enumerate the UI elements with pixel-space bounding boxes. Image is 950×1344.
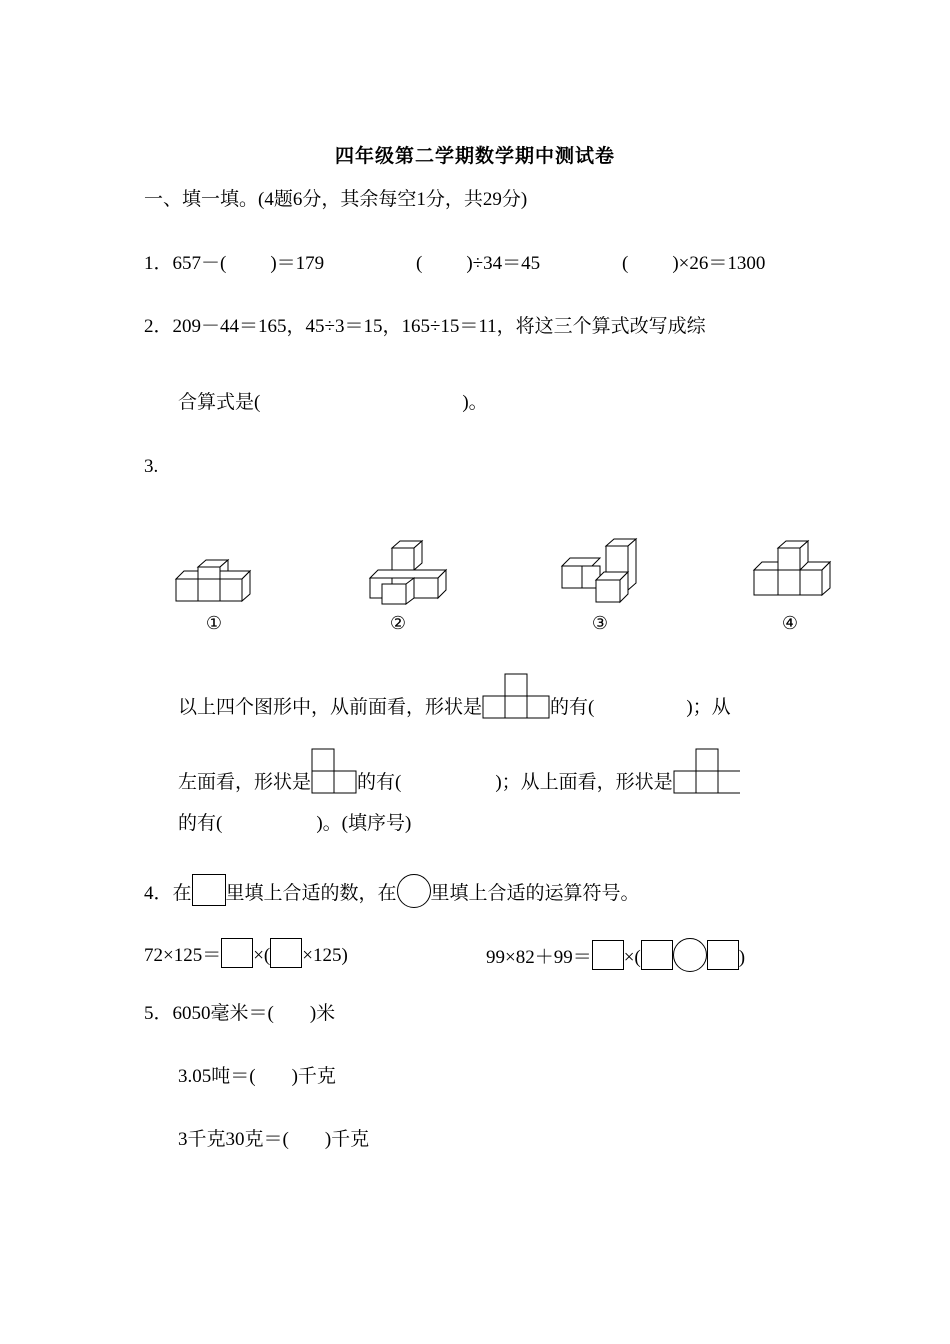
q3-left-answer-right: )；从上面看，形状是 [495,772,673,793]
q3-front-answer-left: 的有( [550,697,595,718]
q3-front-text: 以上四个图形中，从前面看，形状是 [178,697,483,718]
q4-eq2-box-1[interactable] [592,940,624,970]
cube-figure-3 [556,536,646,606]
question-2 [144,315,706,339]
question-5-line-2 [178,1065,336,1089]
q5-l3-left: 3千克30克＝( [178,1129,289,1150]
q2-number: 2． [144,316,173,337]
q2-answer-right: )。 [462,392,488,413]
q4-equation-2 [486,938,745,972]
q1-number: 1． [144,253,173,274]
q5-l3-right: )千克 [324,1129,370,1150]
question-1 [144,252,324,276]
question-1c [622,252,765,276]
q3-left-answer-left: 的有( [357,772,402,793]
q3-left-view-line [178,748,741,795]
q4-eq2-left: 99×82＋99＝ [486,947,592,968]
question-1b [416,252,540,276]
q5-l2-right: )千克 [291,1066,336,1087]
q4-text-3: 里填上合适的运算符号。 [430,883,640,904]
q5-l1-right: )米 [309,1003,336,1024]
q1-expr-b-right: )÷34＝45 [466,253,541,274]
figure-label-2: ② [389,613,407,633]
front-view-shape-icon [482,673,550,719]
cube-figure-2 [364,538,454,608]
q4-eq1-left: 72×125＝ [144,945,222,966]
figure-label-3: ③ [591,613,609,633]
q3-front-view-line [178,673,731,720]
q4-eq2-mid: ×( [623,947,641,968]
q4-eq1-box-1[interactable] [221,938,253,968]
cube-figure-4 [750,538,840,608]
q3-front-answer-right: )；从 [686,697,731,718]
q3-left-text: 左面看，形状是 [178,772,312,793]
figure-label-4: ④ [781,613,799,633]
q4-eq2-right: ) [738,947,746,968]
top-view-shape-icon [673,748,741,794]
q3-top-view-line [178,812,411,836]
question-2-line2 [178,391,488,415]
q4-eq1-right: ×125) [302,945,348,966]
q4-eq1-mid: ×( [253,945,271,966]
q4-number: 4． [144,883,173,904]
question-5-line-3 [178,1128,369,1152]
cube-figure-1 [170,553,260,605]
square-box-icon [192,874,226,906]
q5-l2-left: 3.05吨＝( [178,1066,256,1087]
section-heading: 一、填一填。(4题6分，其余每空1分，共29分) [144,189,528,210]
q4-eq2-box-2[interactable] [641,940,673,970]
q1-expr-a-left: 657－( [172,253,227,274]
q3-top-answer-left: 的有( [178,813,223,834]
question-5-line-1 [144,1002,335,1026]
q4-equation-1 [144,938,348,968]
q1-expr-a-right: )＝179 [270,253,325,274]
page-title: 四年级第二学期数学期中测试卷 [334,146,615,167]
q2-answer-left: 合算式是( [178,392,261,413]
q2-text: 209－44＝165，45÷3＝15，165÷15＝11，将这三个算式改写成综 [172,316,706,337]
figure-label-1: ① [205,613,223,633]
q3-top-answer-right: )。(填序号) [316,813,412,834]
q1-expr-b-left: ( [416,253,423,274]
circle-icon [397,874,431,908]
q4-text-1: 在 [172,883,192,904]
q1-expr-c-right: )×26＝1300 [672,253,766,274]
q4-eq1-box-2[interactable] [270,938,302,968]
q5-l1-left: 6050毫米＝( [172,1003,274,1024]
q4-eq2-operator-circle[interactable] [673,938,707,972]
q4-eq2-box-3[interactable] [707,940,739,970]
left-view-shape-icon [311,748,357,794]
question-4 [144,874,640,908]
q5-number: 5． [144,1003,173,1024]
question-3: 3. [144,456,159,477]
q4-text-2: 里填上合适的数，在 [225,883,397,904]
q1-expr-c-left: ( [622,253,629,274]
